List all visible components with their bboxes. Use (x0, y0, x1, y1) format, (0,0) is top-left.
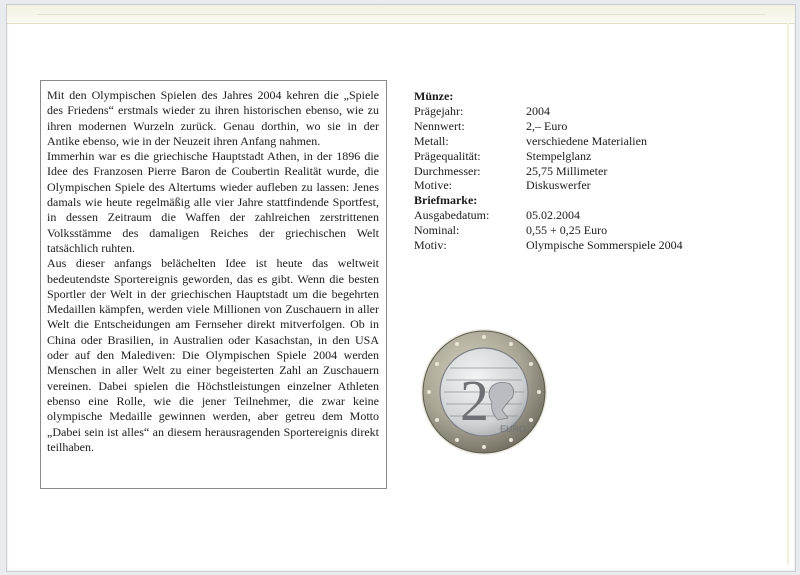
spec-value: Diskuswerfer (526, 178, 591, 193)
spec-value: Stempelglanz (526, 148, 592, 163)
stamp-specs-heading: Briefmarke: (414, 193, 478, 208)
spec-label: Nominal: (414, 223, 460, 238)
specs-panel (414, 89, 764, 253)
coin-image (420, 328, 548, 456)
article-paragraph-2: Immerhin war es die griechische Hauptstadt Athen, in der 1896 die Idee des Franzosen Pierre Baron de Coubertin Realität wurde, die Olympischen Spiele des Altertums wieder aufleben zu lassen: Jenes damals wie heute regelmäßig alle vier Jahre stattfindende Sportfest, in dessen Zeitraum die Waffen der zahlreichen zerstrittenen Volksstämme des damaligen Reiches der griechischen Welt tatsächlich ruhten. (47, 149, 379, 255)
spec-value: verschiedene Materialien (526, 133, 647, 148)
envelope-flap (7, 5, 795, 24)
spec-row-quality (414, 149, 764, 164)
spec-label: Prägejahr: (414, 103, 464, 118)
spec-row-diameter (414, 164, 764, 179)
spec-label: Ausgabedatum: (414, 208, 490, 223)
coin-numeral: 2 (460, 368, 489, 433)
spec-label: Motiv: (414, 238, 447, 253)
spec-row-stamp-motif (414, 238, 764, 253)
spec-value: Olympische Sommerspiele 2004 (526, 238, 683, 253)
spec-label: Durchmesser: (414, 163, 481, 178)
spec-label: Prägequalität: (414, 148, 481, 163)
spec-row-year (414, 104, 764, 119)
spec-value: 2004 (526, 103, 550, 118)
spec-value: 0,55 + 0,25 Euro (526, 223, 608, 238)
two-euro-coin (420, 328, 548, 456)
coin-specs-heading: Münze: (414, 89, 454, 103)
spec-value: 25,75 Millimeter (526, 163, 608, 178)
article-text (47, 88, 379, 455)
spec-label: Motive: (414, 178, 452, 193)
flap-fold-line (37, 14, 765, 15)
article-paragraph-1: Mit den Olympischen Spielen des Jahres 2004 kehren die „Spiele des Friedens“ erstmals wieder zu ihren historischen ebenso, wie zu ihren modernen Wurzeln zurück. Genau dorthin, wo sie in der Antike ebenso, wie in der Neuzeit ihren Anfang nahmen. (47, 88, 379, 148)
spec-label: Nennwert: (414, 118, 465, 133)
spec-label: Metall: (414, 133, 449, 148)
spec-value: 05.02.2004 (526, 208, 580, 223)
spec-row-nominal (414, 223, 764, 238)
spec-row-metal (414, 134, 764, 149)
spec-row-issue-date (414, 208, 764, 223)
coin-currency-label: EURO (500, 424, 527, 434)
spec-row-motif (414, 178, 764, 193)
article-paragraph-3: Aus dieser anfangs belächelten Idee ist heute das weltweit bedeutendste Sportereignis geworden, das es gibt. Wenn die besten Sportler der Welt in der griechischen Hauptstadt um die begehrten Medaillen kämpfen, werden viele Millionen von Zuschauern in aller Welt die Entscheidungen am Fernseher direkt mitverfolgen. Ob in China oder Brasilien, in Australien oder Kasachstan, in den USA oder auf den Malediven: Die Olympischen Spiele 2004 werden Menschen in aller Welt zu einer begeisterten Zahl an Zuschauern vereinen. Dabei spielen die Höchstleistungen einzelner Athleten ebenso eine Rolle, wie die jener Teilnehmer, die zwar keine olympische Medaille gewinnen werden, aber getreu dem Motto „Dabei sein ist alles“ an diesem herausragenden Sportereignis direkt teilhaben. (47, 256, 379, 454)
spec-row-denomination (414, 119, 764, 134)
envelope-edge (787, 23, 789, 565)
spec-value: 2,– Euro (526, 118, 568, 133)
